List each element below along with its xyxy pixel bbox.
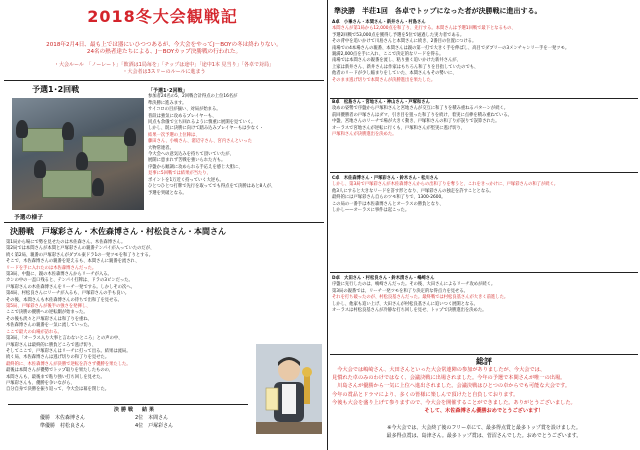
prelim-box-title: 「予選1･2回戦」 xyxy=(148,88,188,94)
winner-figure-icon xyxy=(256,344,322,434)
rules-notes xyxy=(6,62,322,75)
semi-line: しかし、他家も追い上げ、大田さんが村松良基さんに追いつく展開となる。 xyxy=(332,301,478,307)
semi-line: 予選2回戦で53,000点を獲得し予選を5位で通過した実力者である。 xyxy=(332,32,465,38)
prelim-photo xyxy=(12,98,144,210)
final-line: 続く局、木佐森博さんは逃げ切りの和了りを見せた。 xyxy=(6,355,110,361)
prelim-text xyxy=(148,88,324,212)
results-row xyxy=(40,422,230,430)
divider xyxy=(4,222,324,223)
prelim-heading: 予選1･2回戦 xyxy=(32,85,80,94)
winner-portrait xyxy=(256,344,322,434)
results-cell: 優勝 木佐森博さん xyxy=(40,415,86,421)
final-line: 最後は本間さんが優勢でトップ取りを果たしたものの、 xyxy=(6,368,114,374)
semi-table-c xyxy=(332,176,636,224)
prelim-line: 大物常連者。 xyxy=(148,145,174,151)
prelim-line: 予選を突破となる。 xyxy=(148,190,187,196)
divider xyxy=(330,98,638,99)
final-line: 第2局では本間さんが本間と戸塚彩さんの親番テンパイが入っていたのだが、 xyxy=(6,246,155,252)
semi-line: 親満2,000点を手に入れ、ここで決定的なリードを得る。 xyxy=(332,52,444,58)
prelim-line: 準決勝に進みます。 xyxy=(148,100,187,106)
prelim-line: サイコロの目が揃い、対局が始まる。 xyxy=(148,107,221,113)
semi-line: その背中を追いかけて川島さんと本間さんに続き、2番目の位置につける。 xyxy=(332,39,477,45)
final-line: 戸塚彩さんも、優勝を争いながら、 xyxy=(6,380,75,386)
final-heading: 決勝戦 戸塚彩さん・木佐森博さん・村松良さん・本間さん xyxy=(10,227,226,236)
final-line: 自分自身で決勝を振り返って、今大会は幕を閉じた。 xyxy=(6,387,110,393)
semi-line: この局の一番手は木佐森博さんとオーラスの勝負となり、 xyxy=(332,201,444,207)
semi-line: 戸塚和さんが決勝進出を決めた。 xyxy=(332,132,397,138)
prelim-line: しかし、既に決勝に向けて踏み込みプレイヤーもは少なく・ xyxy=(148,126,264,132)
final-line: その後も淡々と戸塚彩さんは和了りを重ね、 xyxy=(6,316,92,322)
results-cell: 2位 本間さん xyxy=(135,415,169,421)
final-line: 戸塚彩さんは最終的に勝負どころで逃げ切り、 xyxy=(6,342,97,348)
semi-line: 序盤に先行したのは、嶋崎さんだった。その後、大田さんによるリーチ攻めが続く。 xyxy=(332,282,496,288)
results-row xyxy=(40,414,230,422)
results-cell: 準優勝 村松良さん xyxy=(40,423,86,429)
prelim-photo-caption: 予選の様子 xyxy=(14,215,43,221)
semi-line: 南場では本間さんの親番を流し、粘り強く追いかけた新井さんが、 xyxy=(332,58,461,64)
final-line: 本間さんも、最後まで粘り強い打ち回しを見せた。 xyxy=(6,374,105,380)
final-text xyxy=(6,240,252,402)
final-line: 最終的に、木佐森博さんが決勝で逆転を許さず優勝を果たした。 xyxy=(6,361,131,367)
semi-table-d xyxy=(332,276,636,320)
final-results xyxy=(40,406,230,430)
semi-table-a xyxy=(332,20,636,83)
semi-line: オーラスは村松良基さんが冷静な打ち回しを見せ、トップで決勝進出を決めた。 xyxy=(332,308,487,314)
prelim-line: ひとつひとつ打牌で先行を取ってでも得点をて決勝はあと8人が、 xyxy=(148,184,276,190)
final-line: ここで最大の山場が訪れる。 xyxy=(6,329,62,335)
summary-text xyxy=(332,366,636,415)
semi-line: それを打ち破ったのが、村松良基さんだった。最終戦では村松良基さんが大きく前進した。 xyxy=(332,295,509,301)
semi-line: 前回優勝者の戸塚さんはダマ、引き目を狙った和了りを続け、着実に点棒を積み重ねている。 xyxy=(332,112,512,118)
final-line: ここで決勝の優勝への逆転劇が始まった。 xyxy=(6,310,88,316)
prelim-line: 今大会への意気込みを持ちて頂いていたが、 xyxy=(148,152,234,158)
final-line: 第1局から場にで勢を見せたのは木佐森さん。木佐森博さん。 xyxy=(6,240,126,245)
summary-heading: 総評 xyxy=(476,357,492,366)
prelim-line: 序盤から順調に攻められる手応えを感じ大胆に、 xyxy=(148,164,243,170)
intro-line: 2018年2月4日、最も上では器にいひつつあるが、今大会をやってJ－BOYの冬は終わりない。 xyxy=(46,42,282,48)
divider xyxy=(4,80,324,81)
semi-table-label: C卓 木佐森博さん・戸塚彩さん・鈴木さん・松川さん xyxy=(332,176,439,181)
rules-note: ・大会ルール 「ノーレート」「飲酒は1局毎を」「チップは途中」「途中1本 見当り」「各卓で対局」 xyxy=(54,62,274,68)
final-line: 木佐森博さんの親番を一気に流していった。 xyxy=(6,323,92,329)
final-line: その後、本間さんも木佐森博さんの待ちで出和了を見せる。 xyxy=(6,297,122,303)
semi-table-label: D卓 大田さん・村松良さん・鈴木清さん・嶋崎さん xyxy=(332,276,435,281)
final-line: 第3局、「オーラス入り大事と言わないところ」との声の中、 xyxy=(6,336,123,342)
semi-line: 他者のリードが少し縮まりをしていた、本間さんもその勢いに、 xyxy=(332,71,457,77)
semi-heading: 準決勝 半荘1回 各卓でトップになった者が決勝戦に進出する。 xyxy=(334,7,542,15)
semi-line: オーラスで宮地さんが逆転に行くも、戸塚和さんが堅実に逃げ切り、 xyxy=(332,125,466,131)
semi-line: しかし、第3局で戸塚彩さんが木佐森博さんからの出和了りを奪うと、これをきっかけに、戸塚彩さんの和了が続く。 xyxy=(332,182,559,188)
footnote-line: 最多得点賞は、島津さん。最多トップ賞は、菅沼さんでした。おめでとうございます。 xyxy=(386,433,582,439)
intro-line: 24名の熱者達たちによる、J－BOYカップ決勝戦の行われた。 xyxy=(86,49,242,55)
summary-line: 見慣れた卓のみのわけではなく、会議決戦に出場されました。今年の予選で本間さんが唯一の出場。 xyxy=(332,375,566,382)
semi-line: 南場での4本場さんの親番、本間さんは親の第一打で大きく手を伸ばし、高目でダブリーの3メンチャンリー手を一発ツモ。 xyxy=(332,45,570,51)
prelim-line: 展開に恵まれず苦戦を強いられた方も。 xyxy=(148,158,226,164)
column-divider xyxy=(327,0,328,450)
final-line: 第5局、戸塚彩さんが後半の強さを発揮し、 xyxy=(6,304,91,310)
rules-note: ・大会者は3スリーのルールに進まう xyxy=(122,68,206,75)
summary-line: そして、木佐森博さん優勝おめでとうございます！ xyxy=(424,408,544,415)
semi-table-label: B卓 松島さん・宮地さん・神山さん・戸塚和さん xyxy=(332,100,430,105)
summary-line: 今後も大会を盛り上げて参りますので、今大会を開催することができました。ありがとうございました。 xyxy=(332,399,576,406)
final-line: 第4局、村松良さんにリーチが入るも、戸塚彩さんの手も良い。 xyxy=(6,291,130,297)
intro-text xyxy=(6,42,322,56)
final-line: リードを手に入れたのは木佐森博さんだった。 xyxy=(6,265,97,271)
page-title: 2018冬大会観戦記 xyxy=(87,7,238,26)
summary-line: 今大会では嶋崎さん、大田さんといった大会常連陣の参加がありましたが、今大会では、 xyxy=(332,367,546,373)
semi-line: 他3人にすると大きなリードを許す形となり、戸塚彩さんの独走を許すこととなる。 xyxy=(332,188,494,194)
summary-line: 川島さんが優勝から一気に上位へ進出されました。会議決戦はひとつの卓からでも可能な大会です。 xyxy=(332,383,571,390)
prelim-line: 見事に5回戦では結果が当たり、 xyxy=(148,171,211,177)
divider xyxy=(8,404,248,405)
semi-table-label: A卓 小峯さん・本間さん・新井さん・村島さん xyxy=(332,20,426,25)
summary-line: 今年の賞品とドラマにより、多くの皆様に楽しんで頂けたと自負しております。 xyxy=(332,391,519,398)
final-line: カンの中の一盃口残ると、テンパイ打牌は、ドラの3ピンだった。 xyxy=(6,278,133,284)
footnote-line: ※今大会では、大会終了後のフリー卓にて、最多得点賞と最多トップ賞を設けました。 xyxy=(387,425,581,431)
final-line: 続く第2局、親番の戸塚彩さんがダブル東ドラ1の一発ツモを和了りとする。 xyxy=(6,252,154,258)
semi-line: 上家は新井さん、新井さんは作家はもちろん和了りを目指していたのでも、 xyxy=(332,64,479,70)
semi-line: 攻めの姿勢で序盤から戸塚和さんと宮地さんが交互に和了りを積み重ねるパターンが続く。 xyxy=(332,106,508,112)
final-line: そこで、木佐森博さんの親番を迎えるも、本間さんに親番を流され、 xyxy=(6,259,140,265)
results-cell: 4位 戸塚彩さん xyxy=(135,423,174,429)
semi-line: 本間さんが第1局から12,000点を和了り、先行する。本間さんは予選1回戦で最下となるもの、 xyxy=(332,26,516,32)
prelim-line: ポイントを1万近く持っていく大逆も。 xyxy=(148,177,224,183)
results-title: 決勝戦 結果 xyxy=(113,407,156,413)
prelim-line: 結果一次予選の上位陣は、 xyxy=(148,132,200,138)
semi-line: 中盤、宮地さんのリーチで場が大きく動き、戸塚和さんの和了りが誤りで誤算された。 xyxy=(332,119,500,125)
final-line: そしてここで、戸塚彩さんはリーチに打って出る。結果は流局。 xyxy=(6,348,131,354)
prelim-line: 藤田さん、小嶋さん、渚辺守さん、宮内さんといった xyxy=(148,139,252,145)
summary-footnotes xyxy=(332,424,636,440)
final-line: 第3局、中盤に、親の木佐森博さんからリーチが入る。 xyxy=(6,272,112,278)
divider xyxy=(330,272,638,273)
semi-table-b xyxy=(332,100,636,148)
divider xyxy=(330,354,638,355)
prelim-line: 同点も余儀で立ち回れるように慎重に展開を見ていく。 xyxy=(148,120,256,126)
semi-line: 最終的には戸塚彩さん自らのツモ和了りで、1300-2600。 xyxy=(332,195,446,201)
prelim-line: 普段は強気に攻めるプレイヤーも、 xyxy=(148,113,217,119)
semi-line: 第3局の親番では、リーチ一発ツモを和了り決定的な得点力を見せる。 xyxy=(332,288,468,294)
prelim-line: 参加者24名の5、2回戦合計得点の上位16名が xyxy=(148,94,238,100)
semi-line: そのまま逃げ切りで本間さんが決勝進出を果たした。 xyxy=(332,77,436,83)
divider xyxy=(330,172,638,173)
semi-line: しかし——オーラスに事件は起こった。 xyxy=(332,208,410,214)
final-line: 戸塚彩さんの木佐森博さんをリーチ一発でする。しかしその次へ。 xyxy=(6,284,135,290)
